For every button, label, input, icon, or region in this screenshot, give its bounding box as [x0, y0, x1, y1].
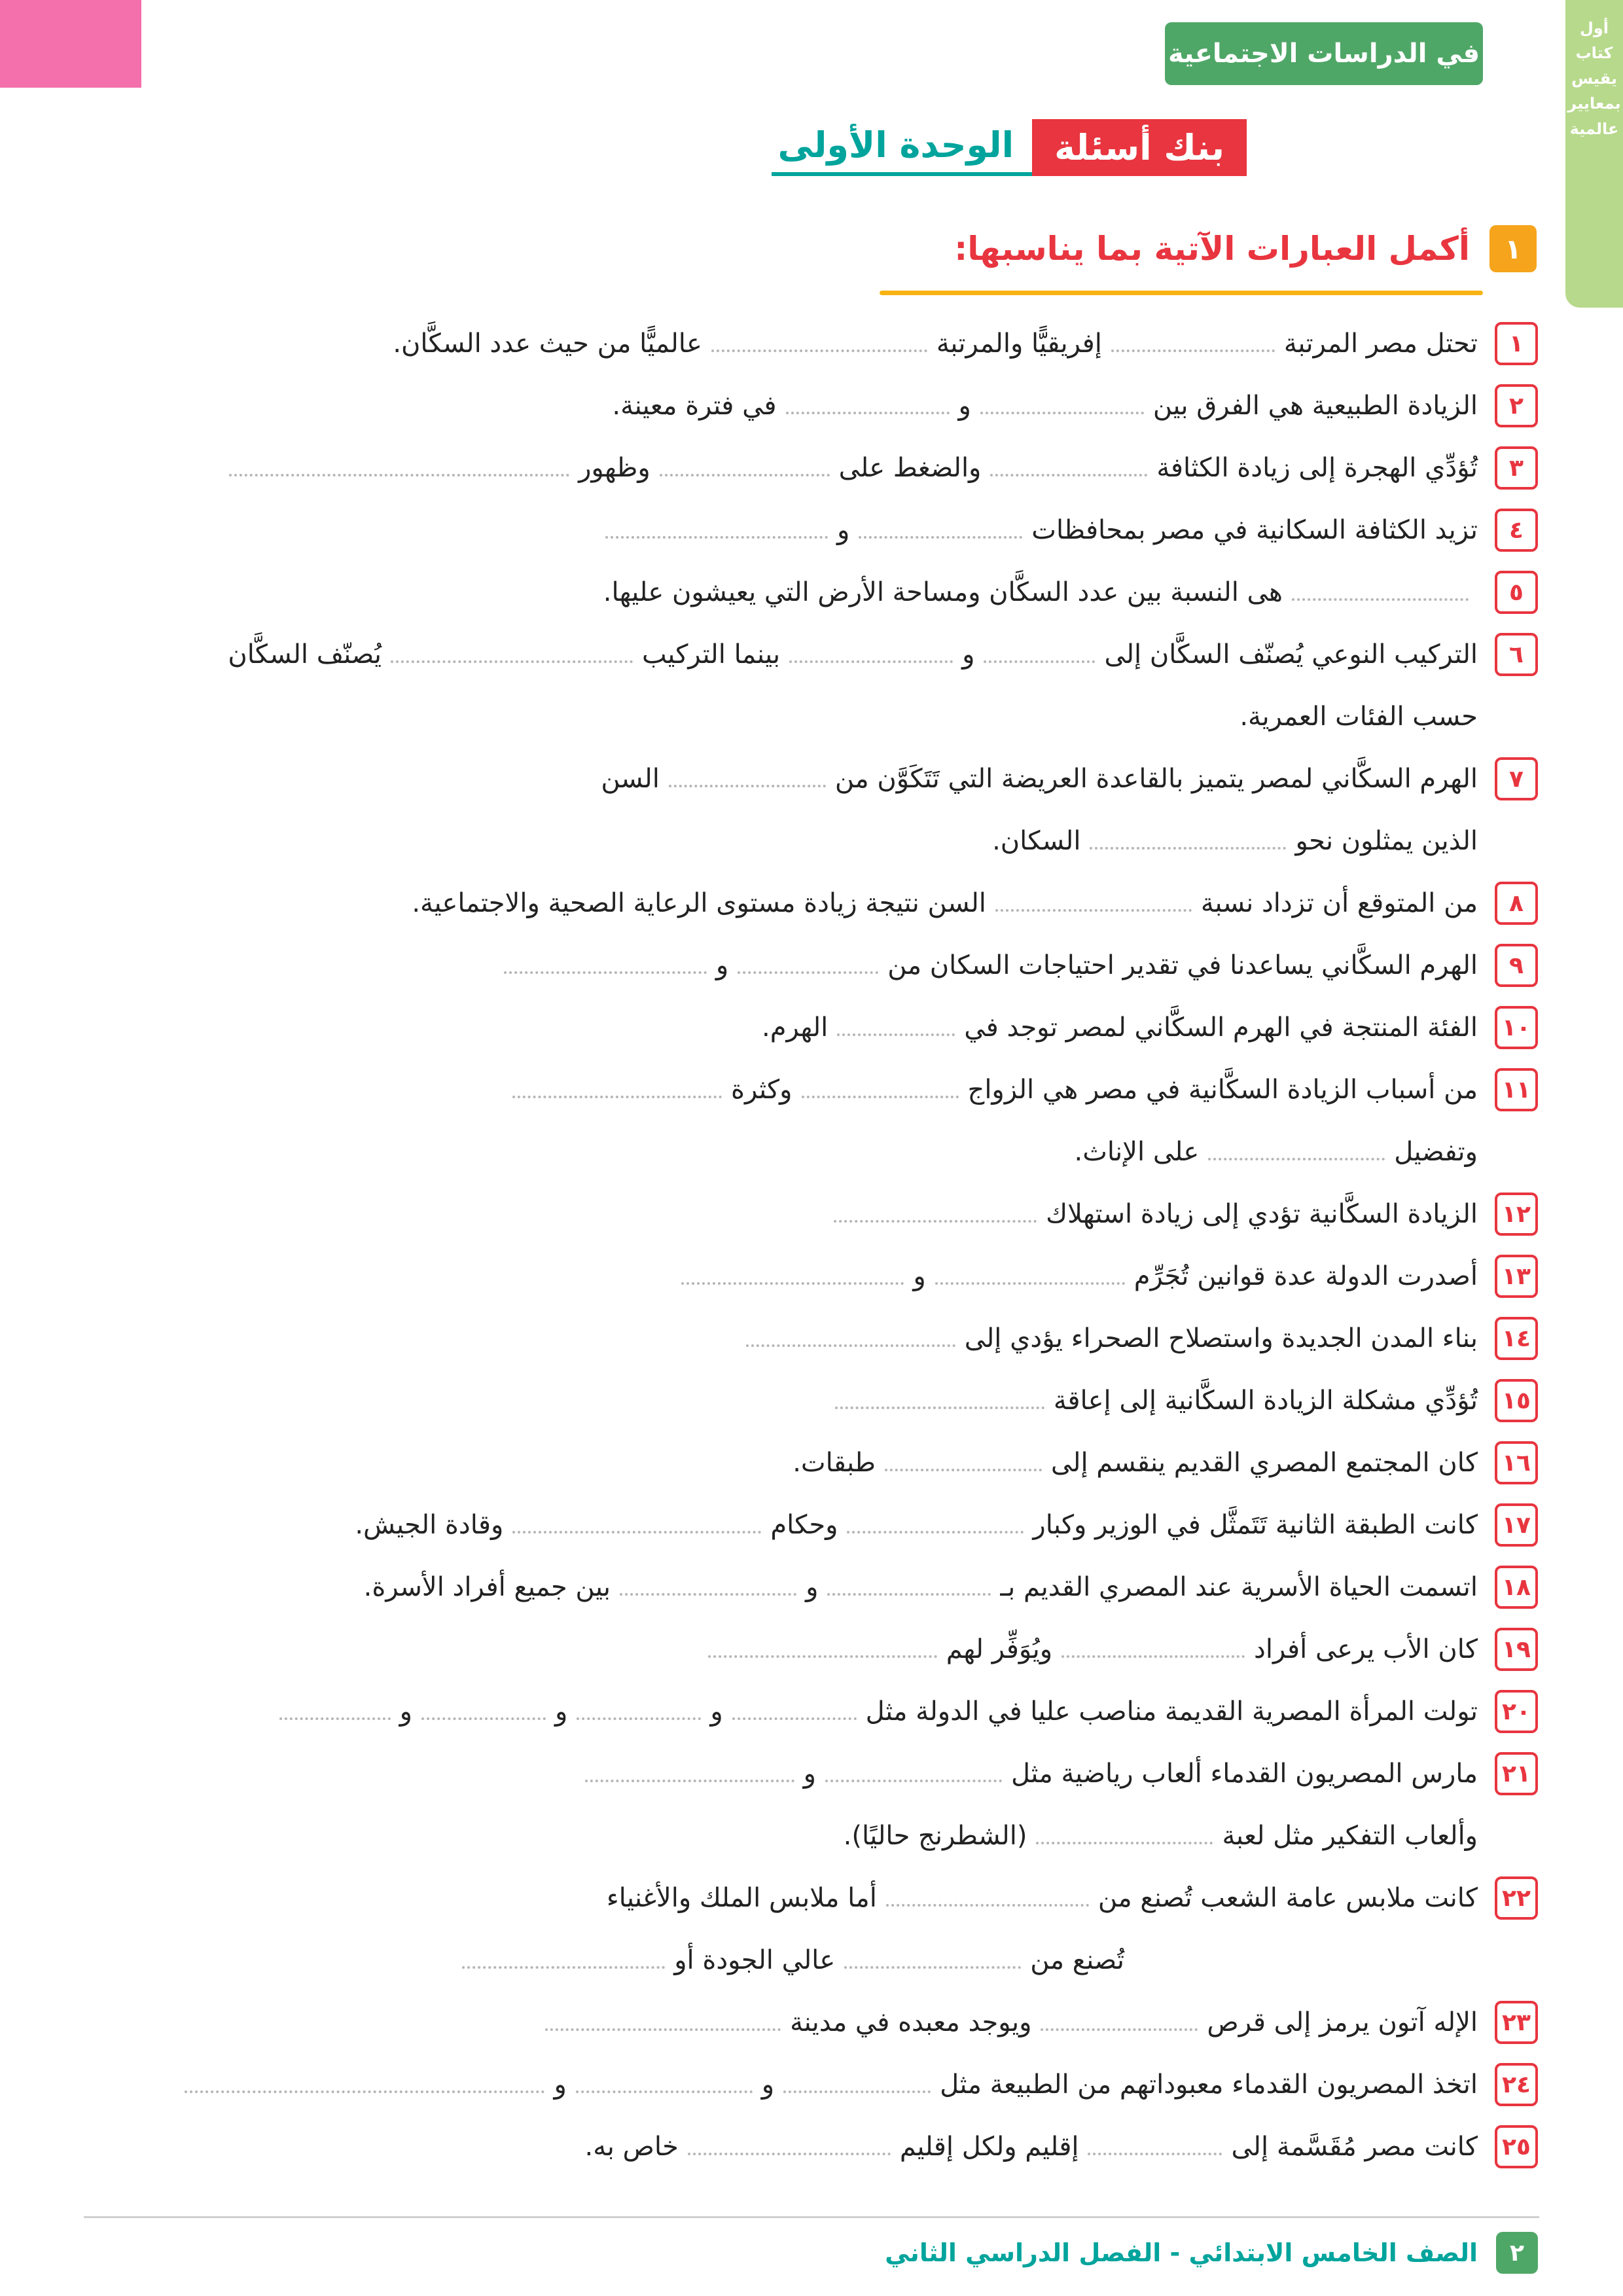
question-line	[33, 1370, 1478, 1432]
question-line	[33, 1743, 1478, 1805]
question-number-badge: ١١	[1495, 1068, 1538, 1111]
question-text: و	[958, 391, 971, 421]
question-number-badge: ٣	[1495, 446, 1538, 490]
question-text: كان المجتمع المصري القديم ينقسم إلى	[1050, 1448, 1478, 1478]
question-line	[33, 810, 1478, 872]
blank-line	[834, 1190, 1037, 1223]
question-body	[33, 1432, 1478, 1494]
brand-strip-word: يقيس	[1571, 69, 1618, 88]
question-text: و	[555, 1696, 568, 1727]
blank-line	[738, 941, 878, 974]
blank-line	[504, 941, 707, 974]
section-number-badge: ١	[1489, 225, 1537, 272]
question-text: وكثرة	[731, 1075, 793, 1105]
question-line	[33, 1867, 1478, 1929]
blank-line	[185, 2060, 544, 2093]
blank-line	[669, 755, 826, 787]
question-text: و	[554, 2070, 567, 2100]
question-text: أصدرت الدولة عدة قوانين تُجَرِّم	[1133, 1261, 1478, 1291]
question-text: إفريقيًّا والمرتبة	[936, 329, 1102, 359]
question-text: ويوجد معبده في مدينة	[790, 2007, 1032, 2037]
question-text: أما ملابس الملك والأغنياء	[606, 1883, 877, 1913]
question-number-badge: ١٦	[1495, 1441, 1538, 1484]
question-number-badge: ١٣	[1495, 1255, 1538, 1298]
blank-line	[1041, 1998, 1198, 2031]
question-text: تُؤدِّي الهجرة إلى زيادة الكثافة	[1156, 453, 1478, 483]
question-line	[33, 313, 1478, 375]
question-line	[33, 499, 1478, 562]
question-line	[33, 624, 1478, 686]
questions-list	[33, 313, 1538, 2178]
question-text: وقادة الجيش.	[355, 1510, 504, 1540]
question-text: حسب الفئات العمرية.	[1240, 702, 1478, 732]
section-header	[954, 225, 1537, 272]
question-number-badge: ١	[1495, 322, 1538, 365]
question-row	[33, 1308, 1538, 1370]
question-row	[33, 1183, 1538, 1246]
question-number-badge: ٤	[1495, 509, 1538, 552]
blank-line	[995, 879, 1192, 912]
blank-line	[1208, 1128, 1385, 1160]
blank-line	[827, 1563, 991, 1596]
question-row	[33, 624, 1538, 748]
blank-line	[1061, 1625, 1245, 1658]
question-line	[33, 748, 1478, 810]
question-number-badge: ١٩	[1495, 1628, 1538, 1671]
question-text: و	[715, 950, 729, 980]
question-text: تزيد الكثافة السكانية في مصر بمحافظات	[1031, 515, 1478, 545]
brand-strip-word: عالمية	[1569, 119, 1619, 138]
question-line	[33, 2116, 1478, 2178]
question-text: السن	[601, 764, 660, 794]
question-line	[33, 997, 1478, 1059]
blank-line	[229, 444, 569, 476]
question-number-badge: ٦	[1495, 633, 1538, 676]
question-number-badge: ١٥	[1495, 1379, 1538, 1422]
question-row	[33, 1619, 1538, 1681]
question-line	[33, 1681, 1478, 1743]
blank-line	[391, 630, 633, 663]
question-line	[33, 1308, 1478, 1370]
blank-line	[512, 1501, 761, 1534]
question-text: السن نتيجة زيادة مستوى الرعاية الصحية والاجتماعية.	[412, 888, 986, 918]
question-body	[33, 624, 1478, 748]
question-body	[33, 1867, 1478, 1992]
blank-line	[708, 1625, 937, 1658]
question-body	[33, 1494, 1478, 1556]
question-body	[33, 1183, 1478, 1246]
question-text: و	[836, 515, 850, 545]
blank-line	[802, 1066, 959, 1098]
question-row	[33, 375, 1538, 437]
question-text: كانت الطبقة الثانية تَتَمثَّل في الوزير وكبار	[1033, 1510, 1478, 1540]
footer-divider	[84, 2216, 1539, 2218]
question-row	[33, 1867, 1538, 1992]
blank-line	[786, 382, 950, 414]
question-text: (الشطرنج حاليًا).	[843, 1821, 1027, 1851]
blank-line	[1292, 568, 1469, 601]
question-text: و	[710, 1696, 723, 1727]
question-line	[33, 1494, 1478, 1556]
blank-line	[545, 1998, 781, 2031]
question-body	[33, 499, 1478, 562]
question-line	[33, 1805, 1478, 1867]
question-text: طبقات.	[793, 1448, 876, 1478]
blank-line	[512, 1066, 722, 1098]
question-row	[33, 1556, 1538, 1619]
blank-line	[984, 630, 1095, 663]
question-text: الزيادة الطبيعية هي الفرق بين	[1152, 391, 1478, 421]
question-row	[33, 2116, 1538, 2178]
question-text: و	[399, 1696, 412, 1727]
question-text: تولت المرأة المصرية القديمة مناصب عليا في الدولة مثل	[865, 1696, 1478, 1727]
question-row	[33, 748, 1538, 872]
question-text: التركيب النوعي يُصنّف السكَّان إلى	[1104, 639, 1478, 670]
question-body	[33, 1556, 1478, 1619]
question-number-badge: ١٤	[1495, 1317, 1538, 1360]
question-text: الإله آتون يرمز إلى قرص	[1207, 2007, 1478, 2037]
blank-line	[825, 1749, 1002, 1782]
blank-line	[462, 1936, 665, 1969]
question-text: تحتل مصر المرتبة	[1283, 329, 1478, 359]
question-row	[33, 499, 1538, 562]
question-row	[33, 1432, 1538, 1494]
blank-line	[859, 506, 1022, 539]
question-text: الزيادة السكَّانية تؤدي إلى زيادة استهلاك	[1046, 1199, 1478, 1229]
question-text: و	[913, 1261, 926, 1291]
question-text: عالميًّا من حيث عدد السكَّان.	[393, 329, 702, 359]
question-body	[33, 1308, 1478, 1370]
blank-line	[585, 1749, 794, 1782]
question-body	[33, 1681, 1478, 1743]
blank-line	[605, 506, 828, 539]
question-row	[33, 1370, 1538, 1432]
blank-line	[1088, 2123, 1222, 2155]
question-text: و	[803, 1759, 816, 1789]
question-text: بين جميع أفراد الأسرة.	[363, 1572, 611, 1602]
question-line	[33, 1992, 1478, 2054]
question-body	[33, 2054, 1478, 2116]
question-text: بينما التركيب	[642, 639, 781, 670]
question-body	[33, 2116, 1478, 2178]
brand-strip-word: كتاب	[1575, 44, 1613, 63]
question-line	[33, 1619, 1478, 1681]
question-number-badge: ١٧	[1495, 1503, 1538, 1547]
question-number-badge: ١٠	[1495, 1006, 1538, 1049]
page-number-badge: ٢	[1496, 2232, 1538, 2274]
section-heading: أكمل العبارات الآتية بما يناسبها:	[954, 230, 1470, 268]
blank-line	[935, 1252, 1125, 1285]
question-number-badge: ٢٤	[1495, 2063, 1538, 2106]
question-text: من أسباب الزيادة السكَّانية في مصر هي الزواج	[967, 1075, 1478, 1105]
question-line	[33, 1556, 1478, 1619]
question-bank-badge: بنك أسئلة	[1032, 119, 1247, 176]
question-number-badge: ٨	[1495, 882, 1538, 925]
pink-corner-decoration	[0, 0, 141, 88]
question-text: من المتوقع أن تزداد نسبة	[1200, 888, 1478, 918]
question-body	[33, 437, 1478, 499]
blank-line	[1036, 1812, 1213, 1844]
unit-title	[772, 119, 1247, 176]
question-row	[33, 1681, 1538, 1743]
question-line	[33, 437, 1478, 499]
blank-line	[620, 1563, 796, 1596]
question-line	[33, 686, 1478, 748]
question-line	[33, 1432, 1478, 1494]
question-text: الهرم السكَّاني يساعدنا في تقدير احتياجات السكان من	[887, 950, 1478, 980]
question-text: بناء المدن الجديدة واستصلاح الصحراء يؤدي إلى	[964, 1323, 1478, 1354]
question-text: السكان.	[992, 826, 1081, 856]
question-number-badge: ٢١	[1495, 1752, 1538, 1795]
question-number-badge: ٥	[1495, 571, 1538, 614]
question-number-badge: ٧	[1495, 757, 1538, 800]
question-row	[33, 313, 1538, 375]
question-text: وتفضيل	[1394, 1137, 1478, 1167]
question-body	[33, 1059, 1478, 1183]
blank-line	[980, 382, 1144, 414]
question-line	[33, 872, 1478, 935]
question-text: كان الأب يرعى أفراد	[1254, 1634, 1478, 1664]
question-body	[33, 1992, 1478, 2054]
blank-line	[711, 319, 927, 352]
question-line	[33, 1183, 1478, 1246]
question-text: الذين يمثلون نحو	[1295, 826, 1478, 856]
subject-tab-label: في الدراسات الاجتماعية	[1168, 39, 1480, 69]
question-text: الهرم السكَّاني لمصر يتميز بالقاعدة العريضة التي تَتَكَوَّن من	[834, 764, 1478, 794]
question-row	[33, 562, 1538, 624]
question-row	[33, 2054, 1538, 2116]
question-text: والضغط على	[838, 453, 982, 483]
question-number-badge: ٢٠	[1495, 1690, 1538, 1733]
blank-line	[1111, 319, 1275, 352]
question-text: و	[761, 2070, 775, 2100]
question-line	[33, 562, 1478, 624]
question-text: ويُوَفِّر لهم	[946, 1634, 1053, 1664]
blank-line	[885, 1439, 1042, 1471]
question-row	[33, 872, 1538, 935]
blank-line	[886, 1874, 1089, 1907]
section-underline	[880, 291, 1483, 295]
question-line	[33, 1121, 1478, 1183]
question-text: كانت ملابس عامة الشعب تُصنع من	[1097, 1883, 1478, 1913]
brand-strip-word: أول	[1580, 19, 1609, 37]
blank-line	[837, 1003, 955, 1036]
question-number-badge: ١٢	[1495, 1193, 1538, 1236]
question-row	[33, 997, 1538, 1059]
question-number-badge: ٢٣	[1495, 2001, 1538, 2044]
question-text: وظهور	[579, 453, 651, 483]
question-row	[33, 1494, 1538, 1556]
question-body	[33, 872, 1478, 935]
question-body	[33, 1370, 1478, 1432]
question-text: و	[806, 1572, 819, 1602]
blank-line	[681, 1252, 904, 1285]
question-body	[33, 997, 1478, 1059]
question-line	[33, 935, 1478, 997]
question-line	[33, 375, 1478, 437]
blank-line	[421, 1687, 546, 1720]
question-body	[33, 375, 1478, 437]
blank-line	[789, 630, 953, 663]
blank-line	[1090, 817, 1286, 850]
question-body	[33, 562, 1478, 624]
question-line	[33, 2054, 1478, 2116]
question-text: اتخذ المصريون القدماء معبوداتهم من الطبيعة مثل	[940, 2070, 1478, 2100]
blank-line	[660, 444, 830, 476]
question-number-badge: ٢	[1495, 384, 1538, 427]
question-body	[33, 1743, 1478, 1867]
blank-line	[732, 1687, 857, 1720]
question-row	[33, 935, 1538, 997]
question-text: تُصنع من	[1030, 1945, 1124, 1975]
question-body	[33, 748, 1478, 872]
question-row	[33, 1059, 1538, 1183]
question-line	[33, 1929, 1478, 1992]
blank-line	[990, 444, 1147, 476]
question-row	[33, 1743, 1538, 1867]
question-text: الهرم.	[761, 1013, 829, 1043]
subject-tab	[1165, 22, 1483, 85]
blank-line	[783, 2060, 931, 2093]
blank-line	[746, 1314, 955, 1347]
question-text: و	[962, 639, 975, 670]
question-text: كانت مصر مُقَسَّمة إلى	[1231, 2132, 1478, 2162]
unit-name: الوحدة الأولى	[772, 119, 1033, 176]
question-number-badge: ٢٢	[1495, 1876, 1538, 1920]
question-text: الفئة المنتجة في الهرم السكَّاني لمصر توجد في	[964, 1013, 1478, 1043]
question-text: إقليم ولكل إقليم	[899, 2132, 1079, 2162]
blank-line	[688, 2123, 891, 2155]
question-text: في فترة معينة.	[612, 391, 777, 421]
blank-line	[577, 1687, 701, 1720]
question-row	[33, 1992, 1538, 2054]
question-text: عالي الجودة أو	[674, 1945, 836, 1975]
blank-line	[576, 2060, 753, 2093]
question-number-badge: ٢٥	[1495, 2125, 1538, 2168]
blank-line	[279, 1687, 391, 1720]
question-row	[33, 437, 1538, 499]
question-body	[33, 935, 1478, 997]
blank-line	[835, 1376, 1044, 1409]
question-text: وحكام	[770, 1510, 838, 1540]
question-text: خاص به.	[584, 2132, 679, 2162]
question-number-badge: ٩	[1495, 944, 1538, 987]
question-text: مارس المصريون القدماء ألعاب رياضية مثل	[1011, 1759, 1478, 1789]
question-text: اتسمت الحياة الأسرية عند المصري القديم بـ	[1000, 1572, 1478, 1602]
question-number-badge: ١٨	[1495, 1566, 1538, 1609]
question-text: وألعاب التفكير مثل لعبة	[1222, 1821, 1478, 1851]
blank-line	[847, 1501, 1024, 1534]
question-row	[33, 1246, 1538, 1308]
question-body	[33, 1619, 1478, 1681]
question-body	[33, 1246, 1478, 1308]
question-text: تُؤدِّي مشكلة الزيادة السكَّانية إلى إعاقة	[1053, 1386, 1478, 1416]
brand-side-strip	[1565, 0, 1623, 308]
page-footer	[885, 2232, 1538, 2274]
question-line	[33, 1246, 1478, 1308]
question-text: على الإناث.	[1074, 1137, 1200, 1167]
question-body	[33, 313, 1478, 375]
question-line	[33, 1059, 1478, 1121]
blank-line	[844, 1936, 1021, 1969]
grade-term-label: الصف الخامس الابتدائي - الفصل الدراسي الثاني	[885, 2238, 1478, 2267]
question-text: هى النسبة بين عدد السكَّان ومساحة الأرض التي يعيشون عليها.	[603, 577, 1283, 607]
brand-strip-word: بمعايير	[1567, 94, 1621, 113]
question-text: يُصنّف السكَّان	[228, 639, 382, 670]
